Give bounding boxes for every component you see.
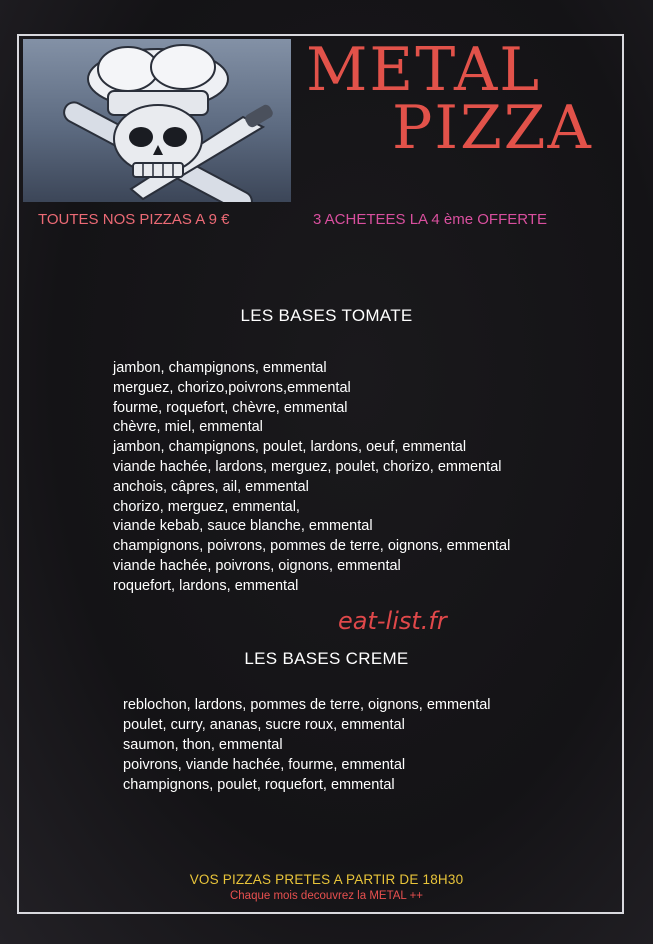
pizza-ingredients: jambon, champignons, emmental (113, 360, 327, 376)
brand-title-line1: METAL (306, 35, 542, 105)
pizza-ingredients: saumon, thon, emmental (123, 737, 283, 753)
chef-skull-logo-icon (23, 39, 291, 202)
brand-title-line2: PIZZA (392, 93, 593, 163)
watermark: eat-list.fr (338, 607, 447, 635)
pizza-ingredients: chorizo, merguez, emmental, (113, 498, 300, 515)
promo-price: TOUTES NOS PIZZAS A 9 € (38, 211, 230, 228)
pizza-ingredients: roquefort, lardons, emmental (113, 577, 299, 594)
promo-offer: 3 ACHETEES LA 4 ème OFFERTE (313, 211, 547, 228)
pizza-ingredients: viande kebab, sauce blanche, emmental (113, 518, 373, 535)
pizza-ingredients: reblochon, lardons, pommes de terre, oignons, emmental (123, 697, 491, 713)
pizza-ingredients: fourme, roquefort, chèvre, emmental (113, 399, 348, 416)
footer-hours: VOS PIZZAS PRETES A PARTIR DE 18H30 (189, 872, 464, 887)
pizza-ingredients: champignons, poivrons, pommes de terre, oignons, emmental (113, 538, 511, 555)
pizza-ingredients: poulet, curry, ananas, sucre roux, emmental (123, 717, 405, 733)
pizza-ingredients: champignons, poulet, roquefort, emmental (123, 777, 395, 793)
pizza-ingredients: viande hachée, lardons, merguez, poulet, chorizo, emmental (113, 459, 502, 475)
pizza-ingredients: chèvre, miel, emmental (113, 419, 263, 436)
pizza-ingredients: viande hachée, poivrons, oignons, emmental (113, 558, 401, 574)
pizza-ingredients: merguez, chorizo,poivrons,emmental (113, 379, 351, 396)
section-title-tomate: LES BASES TOMATE (240, 306, 413, 325)
section-title-creme: LES BASES CREME (244, 649, 409, 668)
pizza-ingredients: poivrons, viande hachée, fourme, emmental (123, 757, 406, 773)
footer-monthly: Chaque mois decouvrez la METAL ++ (229, 890, 424, 902)
pizza-ingredients: anchois, câpres, ail, emmental (113, 478, 309, 495)
pizza-ingredients: jambon, champignons, poulet, lardons, oeuf, emmental (113, 439, 467, 456)
